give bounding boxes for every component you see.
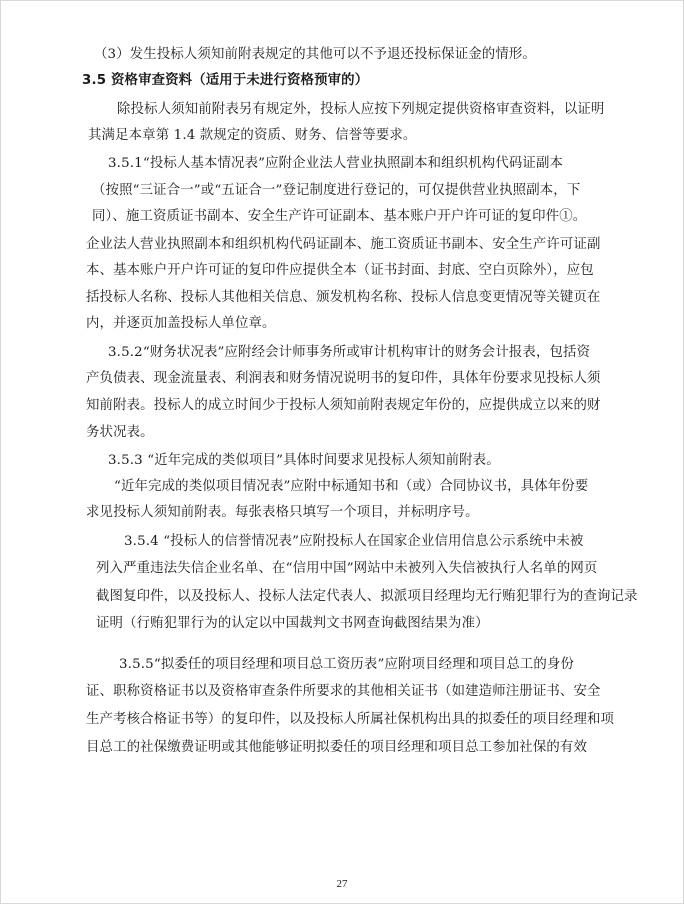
para-3-5-5-line-1: 3.5.5“拟委任的项目经理和项目总工资历表”应附项目经理和项目总工的身份 [119, 657, 575, 672]
para-3-5-4-line-1: 3.5.4 “投标人的信誉情况表”应附投标人在国家企业信用信息公示系统中未被 [124, 534, 584, 549]
para-3-5-1-line-2: （按照“三证合一”或“五证合一”登记制度进行登记的，可仅提供营业执照副本，下 [92, 183, 581, 198]
para-3-5-1-line-4: 企业法人营业执照副本和组织机构代码证副本、施工资质证书副本、安全生产许可证副 [86, 237, 601, 252]
para-3-5-4-line-2: 列入严重违法失信企业名单、在“信用中国”网站中未被列入失信被执行人名单的网页 [96, 561, 598, 576]
para-3-5-2-line-3: 知前附表。投标人的成立时间少于投标人须知前附表规定年份的，应提供成立以来的财 [86, 398, 601, 413]
intro-line-2: 其满足本章第 1.4 款规定的资质、财务、信誉等要求。 [88, 128, 417, 143]
para-3-5-4-line-3: 截图复印件，以及投标人、投标人法定代表人、拟派项目经理均无行贿犯罪行为的查询记录 [96, 589, 638, 604]
para-3-5-5-line-4: 目总工的社保缴费证明或其他能够证明拟委任的项目经理和项目总工参加社保的有效 [86, 740, 588, 755]
para-3-5-2-line-2: 产负债表、现金流量表、利润表和财务情况说明书的复印件，具体年份要求见投标人须 [86, 371, 601, 386]
intro-line-1: 除投标人须知前附表另有规定外，投标人应按下列规定提供资格审查资料，以证明 [117, 102, 605, 117]
para-3-5-3-line-2: “近年完成的类似项目情况表”应附中标通知书和（或）合同协议书，具体年份要 [114, 479, 589, 494]
para-3-5-1-line-5: 本、基本账户开户许可证的复印件应提供全本（证书封面、封底、空白页除外），应包 [86, 263, 594, 278]
para-3-5-1-line-1: 3.5.1“投标人基本情况表”应附企业法人营业执照副本和组织机构代码证副本 [108, 156, 564, 171]
para-3-5-1-line-7: 内，并逐页加盖投标人单位章。 [86, 316, 276, 331]
para-3-5-1-line-3: 同）、施工资质证书副本、安全生产许可证副本、基本账户开户许可证的复印件①。 [92, 209, 587, 224]
para-3-5-4-line-4: 证明（行贿犯罪行为的认定以中国裁判文书网查询截图结果为准） [96, 616, 489, 631]
page-number: 27 [336, 878, 348, 890]
para-3-5-1-line-6: 括投标人名称、投标人其他相关信息、颁发机构名称、投标人信息变更情况等关键页在 [86, 290, 601, 305]
text-line-3: （3）发生投标人须知前附表规定的其他可以不予退还投标保证金的情形。 [94, 47, 536, 62]
para-3-5-3-line-1: 3.5.3 “近年完成的类似项目”具体时间要求见投标人须知前附表。 [108, 453, 500, 468]
section-heading-3-5: 3.5 资格审查资料（适用于未进行资格预审的） [82, 73, 369, 88]
para-3-5-2-line-1: 3.5.2“财务状况表”应附经会计师事务所或审计机构审计的财务会计报表，包括资 [108, 345, 591, 360]
para-3-5-3-line-3: 求见投标人须知前附表。每张表格只填写一个项目，并标明序号。 [86, 505, 479, 520]
para-3-5-2-line-4: 务状况表。 [86, 425, 154, 440]
para-3-5-5-line-3: 生产考核合格证书等）的复印件，以及投标人所属社保机构出具的拟委任的项目经理和项 [86, 712, 615, 727]
para-3-5-5-line-2: 证、职称资格证书以及资格审查条件所要求的其他相关证书（如建造师注册证书、安全 [86, 684, 601, 699]
